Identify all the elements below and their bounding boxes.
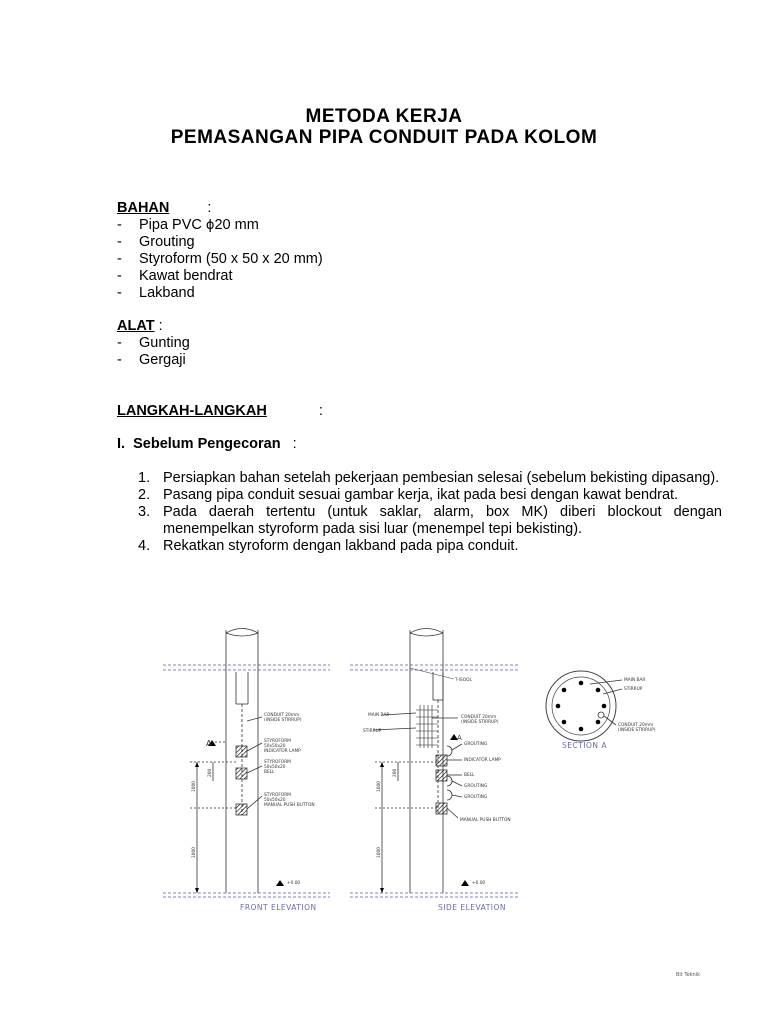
side-level: +0.00	[472, 881, 486, 886]
step-text: Persiapkan bahan setelah pekerjaan pembesian selesai (sebelum bekisting dipasang).	[163, 470, 720, 486]
section-label: (INSIDE STIRRUP)	[618, 728, 656, 733]
side-caption: SIDE ELEVATION	[438, 903, 507, 912]
front-level: +0.00	[287, 881, 301, 886]
step-item	[138, 538, 722, 555]
section-i-heading	[117, 436, 297, 453]
bahan-item: - Kawat bendrat	[117, 268, 323, 285]
section-label: STIRRUP	[624, 687, 643, 692]
section-i-colon: :	[292, 436, 297, 452]
alat-heading	[117, 318, 190, 335]
alat-item: - Gergaji	[117, 352, 190, 369]
langkah-heading	[117, 403, 323, 420]
section-i-title: Sebelum Pengecoran	[133, 436, 281, 452]
bahan-heading-text: BAHAN	[117, 200, 170, 216]
doc-title-line2: PEMASANGAN PIPA CONDUIT PADA KOLOM	[170, 127, 598, 148]
step-number: 1.	[138, 470, 151, 486]
front-dim: 200	[208, 768, 213, 777]
step-text: Pada daerah tertentu (untuk saklar, alarm, box MK) diberi blockout dengan menempelkan styroform pada sisi luar (menempel tepi bekisting).	[163, 504, 722, 537]
front-label: INDICATOR LAMP	[264, 749, 301, 754]
bahan-heading	[117, 200, 323, 217]
side-label: MANUAL PUSH BUTTON	[460, 818, 511, 823]
front-label: MANUAL PUSH BUTTON	[264, 803, 315, 808]
section-i-number: I.	[117, 436, 126, 452]
step-item	[138, 470, 722, 487]
phi-symbol: ϕ	[205, 218, 215, 233]
step-number: 3.	[138, 504, 151, 520]
langkah-colon: :	[318, 403, 323, 419]
langkah-heading-text: LANGKAH-LANGKAH	[117, 403, 267, 419]
front-caption: FRONT ELEVATION	[240, 903, 317, 912]
side-dim: 1000	[377, 781, 382, 792]
side-label: GROUTING	[464, 742, 488, 747]
side-label: STIRRUP	[363, 729, 382, 734]
side-label: GROUTING	[464, 784, 488, 789]
front-label: 50x50x20	[264, 765, 286, 770]
front-label: STYROFORM	[264, 739, 291, 744]
step-text: Pasang pipa conduit sesuai gambar kerja, ikat pada besi dengan kawat bendrat.	[163, 487, 679, 503]
bahan-colon: :	[207, 200, 212, 216]
front-label: STYROFORM	[264, 793, 291, 798]
step-item	[138, 504, 722, 538]
front-section-mark: A	[206, 739, 212, 748]
side-label: (INSIDE STIRRUP)	[461, 720, 499, 725]
steps-list	[138, 470, 722, 555]
side-dim: 1000	[377, 847, 382, 858]
bahan-pipa-prefix: Pipa PVC	[139, 217, 206, 233]
footer-mark: Bit Teknik	[676, 972, 700, 978]
front-dim: 1000	[192, 847, 197, 858]
side-label: CONDUIT 20mm	[461, 715, 497, 720]
bahan-section	[117, 200, 323, 302]
bahan-item: - Styroform (50 x 50 x 20 mm)	[117, 251, 323, 268]
side-section-mark: A	[457, 734, 462, 742]
bahan-list	[117, 217, 323, 302]
bahan-item-pipa	[117, 217, 323, 234]
front-label: STYROFORM	[264, 760, 291, 765]
section-label: CONDUIT 20mm	[618, 723, 654, 728]
alat-item: - Gunting	[117, 335, 190, 352]
front-label: 50x50x20	[264, 744, 286, 749]
front-label: 50x50x20	[264, 798, 286, 803]
front-label: BELL	[264, 770, 275, 775]
step-number: 4.	[138, 538, 151, 554]
alat-colon: :	[154, 318, 163, 334]
section-label: MAIN BAR	[624, 678, 646, 683]
step-text: Rekatkan styroform dengan lakband pada pipa conduit.	[163, 538, 519, 554]
bahan-item: - Grouting	[117, 234, 323, 251]
alat-list	[117, 335, 190, 369]
alat-section	[117, 318, 190, 369]
side-label: T-ISOOL	[455, 678, 472, 683]
section-caption: SECTION A	[562, 741, 608, 750]
side-label: BELL	[464, 773, 475, 778]
side-label: MAIN BAR	[368, 713, 390, 718]
front-elevation	[163, 629, 330, 898]
step-number: 2.	[138, 487, 151, 503]
side-label: GROUTING	[464, 795, 488, 800]
technical-drawing	[0, 615, 768, 920]
front-dim: 1000	[192, 781, 197, 792]
front-label: CONDUIT 20mm	[264, 713, 300, 718]
step-item	[138, 487, 722, 504]
section-a	[546, 671, 622, 741]
bahan-pipa-suffix: 20 mm	[214, 217, 259, 233]
bahan-item: - Lakband	[117, 285, 323, 302]
doc-title-line1: METODA KERJA	[305, 106, 463, 127]
side-dim: 200	[393, 768, 398, 777]
front-label: (INSIDE STIRRUP)	[264, 718, 302, 723]
side-label: INDICATOR LAMP	[464, 758, 501, 763]
alat-heading-text: ALAT	[117, 318, 155, 334]
